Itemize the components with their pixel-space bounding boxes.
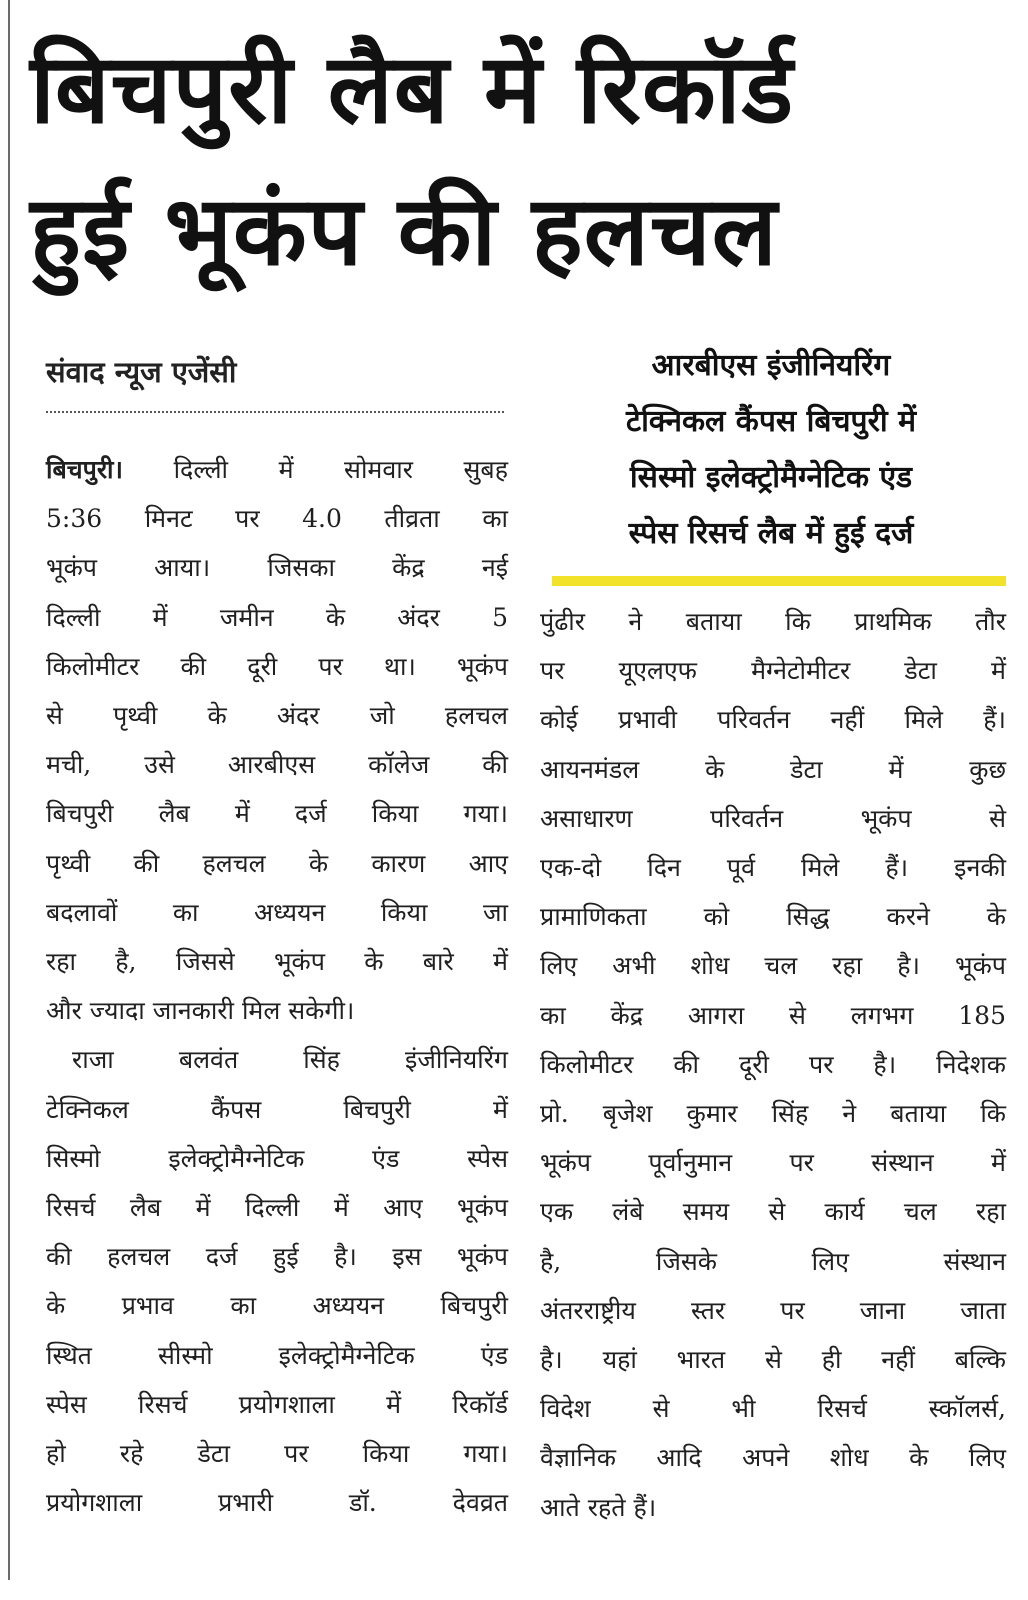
article-line: एक-दो दिन पूर्व मिले हैं। इनकी bbox=[540, 853, 1006, 883]
article-left-column bbox=[46, 445, 508, 1527]
article-line: एक लंबे समय से कार्य चल रहा bbox=[540, 1197, 1006, 1227]
article-line: पुंढीर ने बताया कि प्राथमिक तौर bbox=[540, 607, 1006, 636]
article-line: बिचपुरी लैब में दर्ज किया गया। bbox=[46, 799, 508, 829]
article-right-column bbox=[540, 597, 1006, 1532]
subheadline-line: आरबीएस इंजीनियरिंग bbox=[651, 348, 891, 383]
headline-line-1: बिचपुरी लैब में रिकॉर्ड bbox=[30, 33, 794, 145]
subheadline-line: सिस्मो इलेक्ट्रोमैग्नेटिक एंड bbox=[629, 460, 913, 495]
article-line: स्थित सीस्मो इलेक्ट्रोमैग्नेटिक एंड bbox=[46, 1340, 508, 1370]
article-line: स्पेस रिसर्च प्रयोगशाला में रिकॉर्ड bbox=[46, 1389, 508, 1419]
article-line: 5:36 मिनट पर 4.0 तीव्रता का bbox=[46, 504, 508, 534]
article-line: अंतरराष्ट्रीय स्तर पर जाना जाता bbox=[540, 1295, 1006, 1325]
article-line: मची, उसे आरबीएस कॉलेज की bbox=[46, 750, 508, 780]
article-line: बदलावों का अध्ययन किया जा bbox=[46, 897, 508, 927]
byline: संवाद न्यूज एजेंसी bbox=[46, 355, 237, 389]
article-line: राजा बलवंत सिंह इंजीनियरिंग bbox=[72, 1045, 508, 1075]
subheadline-line: स्पेस रिसर्च लैब में हुई दर्ज bbox=[628, 516, 914, 551]
article-line: आते रहते हैं। bbox=[540, 1492, 657, 1522]
dateline: बिचपुरी। bbox=[46, 455, 124, 484]
article-line: भूकंप पूर्वानुमान पर संस्थान में bbox=[540, 1148, 1006, 1178]
headline-line-2: हुई भूकंप की हलचल bbox=[30, 175, 778, 287]
article-line-text: दिल्ली में सोमवार सुबह bbox=[123, 455, 508, 484]
article-line: प्रयोगशाला प्रभारी डॉ. देवव्रत bbox=[46, 1488, 508, 1518]
article-line: के प्रभाव का अध्ययन बिचपुरी bbox=[46, 1291, 508, 1321]
article-line: का केंद्र आगरा से लगभग 185 bbox=[540, 1000, 1006, 1030]
article-line: सिस्मो इलेक्ट्रोमैग्नेटिक एंड स्पेस bbox=[46, 1143, 508, 1173]
article-line: किलोमीटर की दूरी पर था। भूकंप bbox=[46, 651, 508, 681]
subheadline-highlight-bar bbox=[552, 576, 1006, 586]
article-line: रिसर्च लैब में दिल्ली में आए भूकंप bbox=[46, 1193, 508, 1223]
article-line: टेक्निकल कैंपस बिचपुरी में bbox=[46, 1094, 508, 1124]
article-line: से पृथ्वी के अंदर जो हलचल bbox=[46, 701, 508, 731]
article-line: वैज्ञानिक आदि अपने शोध के लिए bbox=[540, 1443, 1006, 1473]
article-line: असाधारण परिवर्तन भूकंप से bbox=[540, 803, 1006, 833]
article-line: और ज्यादा जानकारी मिल सकेगी। bbox=[46, 996, 355, 1026]
article-line: प्रामाणिकता को सिद्ध करने के bbox=[540, 902, 1006, 932]
article-line: पर यूएलएफ मैग्नेटोमीटर डेटा में bbox=[540, 656, 1006, 686]
article-line: प्रो. बृजेश कुमार सिंह ने बताया कि bbox=[540, 1099, 1006, 1129]
subheadline-line: टेक्निकल कैंपस बिचपुरी में bbox=[625, 404, 917, 439]
left-margin-rule bbox=[8, 0, 10, 1580]
article-line: किलोमीटर की दूरी पर है। निदेशक bbox=[540, 1049, 1006, 1079]
article-line: आयनमंडल के डेटा में कुछ bbox=[540, 754, 1006, 784]
article-line: पृथ्वी की हलचल के कारण आए bbox=[46, 848, 508, 878]
article-line: दिल्ली में जमीन के अंदर 5 bbox=[46, 602, 508, 632]
article-line: लिए अभी शोध चल रहा है। भूकंप bbox=[540, 951, 1006, 981]
article-line: हो रहे डेटा पर किया गया। bbox=[46, 1439, 508, 1469]
article-line: कोई प्रभावी परिवर्तन नहीं मिले हैं। bbox=[540, 705, 1006, 735]
headline bbox=[30, 18, 1010, 302]
article-line: विदेश से भी रिसर्च स्कॉलर्स, bbox=[540, 1394, 1006, 1424]
article-line: भूकंप आया। जिसका केंद्र नई bbox=[46, 553, 508, 583]
subheadline bbox=[536, 338, 1006, 562]
article-line: है, जिसके लिए संस्थान bbox=[540, 1246, 1006, 1276]
article-line: की हलचल दर्ज हुई है। इस भूकंप bbox=[46, 1242, 508, 1272]
article-line bbox=[46, 445, 508, 494]
article-line: रहा है, जिससे भूकंप के बारे में bbox=[46, 947, 508, 977]
byline-divider bbox=[46, 411, 504, 413]
article-line: है। यहां भारत से ही नहीं बल्कि bbox=[540, 1345, 1006, 1375]
